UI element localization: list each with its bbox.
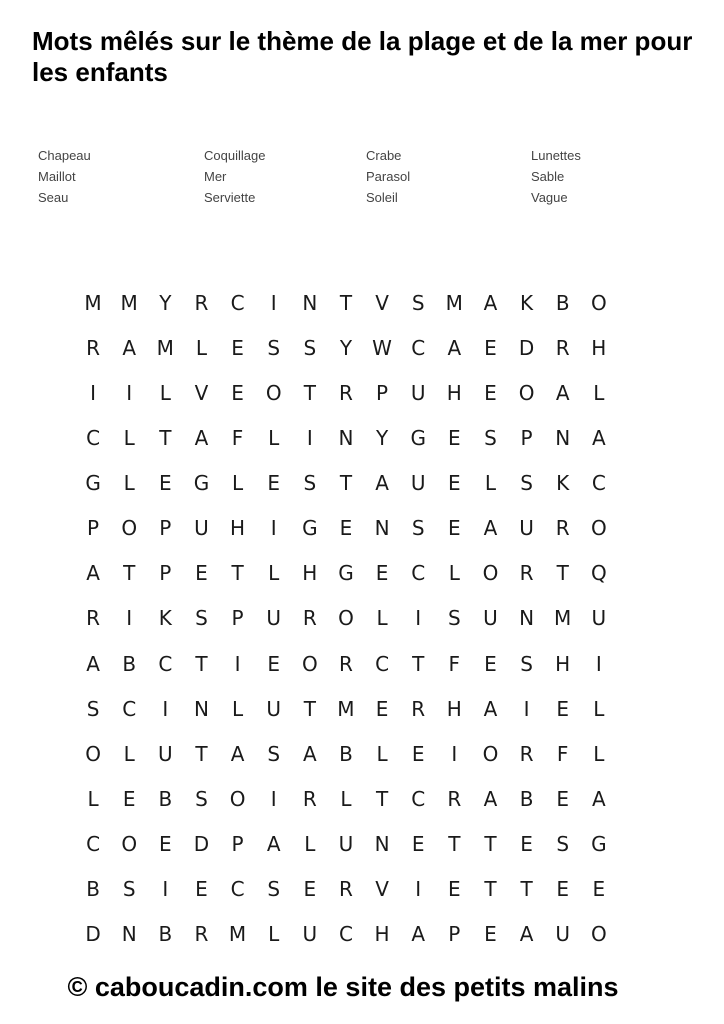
word-list (38, 147, 678, 206)
grid-letter: E (339, 516, 353, 541)
grid-letter: C (158, 651, 173, 676)
grid-letter: E (411, 741, 425, 766)
grid-letter: G (591, 832, 607, 857)
grid-letter: P (520, 425, 533, 450)
grid-letter: T (484, 877, 497, 902)
grid-letter: O (301, 651, 318, 676)
grid-letter: T (231, 561, 244, 586)
grid-letter: A (302, 741, 317, 766)
grid-letter: V (375, 290, 389, 315)
grid-letter: A (411, 922, 426, 947)
grid-letter: P (159, 516, 172, 541)
grid-letter: R (519, 561, 534, 586)
grid-letter: O (590, 516, 607, 541)
grid-letter: I (126, 380, 133, 405)
grid-letter: S (411, 516, 425, 541)
grid-letter: O (338, 606, 354, 631)
grid-letter: E (447, 877, 461, 902)
grid-letter: B (555, 290, 570, 315)
word-list-item: Crabe (366, 148, 402, 163)
grid-letter: E (375, 696, 389, 721)
grid-letter: L (123, 425, 135, 450)
grid-letter: O (482, 741, 499, 766)
grid-letter: E (195, 561, 208, 586)
grid-letter: G (338, 561, 354, 586)
footer-credit: © caboucadin.com le site des petits malins (67, 972, 619, 1002)
grid-letter: T (303, 696, 316, 721)
grid-letter: E (195, 877, 208, 902)
grid-letter: A (591, 786, 606, 811)
grid-letter: H (446, 696, 462, 721)
grid-letter: O (590, 922, 607, 947)
word-list-item: Lunettes (531, 148, 581, 163)
grid-letter: L (304, 832, 316, 857)
grid-letter: E (231, 335, 244, 360)
grid-letter: U (266, 696, 281, 721)
grid-letter: P (159, 561, 172, 586)
word-list-item: Vague (531, 190, 568, 205)
grid-letter: O (518, 380, 535, 405)
grid-letter: H (591, 335, 607, 360)
grid-letter: R (555, 516, 570, 541)
grid-letter: T (339, 290, 353, 315)
grid-letter: E (267, 651, 280, 676)
grid-letter: D (518, 335, 535, 360)
grid-letter: E (520, 832, 533, 857)
grid-letter: L (231, 471, 244, 496)
grid-letter: N (374, 516, 390, 541)
word-list-item: Coquillage (204, 148, 266, 163)
grid-letter: K (556, 471, 570, 496)
grid-letter: M (337, 696, 355, 721)
grid-letter: V (194, 380, 209, 405)
grid-letter: L (593, 741, 605, 766)
grid-letter: O (121, 832, 138, 857)
grid-letter: P (87, 516, 100, 541)
grid-letter: I (162, 696, 169, 721)
grid-letter: L (231, 696, 244, 721)
grid-letter: L (376, 606, 388, 631)
word-list-item: Mer (204, 169, 227, 184)
grid-letter: B (519, 786, 534, 811)
grid-letter: D (193, 832, 210, 857)
grid-letter: L (593, 696, 605, 721)
grid-letter: C (122, 696, 137, 721)
grid-letter: L (123, 741, 135, 766)
grid-letter: M (445, 290, 463, 315)
grid-letter: C (411, 786, 426, 811)
grid-letter: O (85, 741, 101, 766)
grid-letter: L (159, 380, 171, 405)
grid-letter: S (122, 877, 136, 902)
grid-letter: A (555, 380, 570, 405)
grid-letter: A (591, 425, 606, 450)
grid-letter: I (90, 380, 97, 405)
grid-letter: U (157, 741, 173, 766)
grid-letter: S (520, 471, 533, 496)
grid-letter: M (554, 606, 572, 631)
grid-letter: E (484, 335, 497, 360)
grid-letter: R (555, 335, 570, 360)
grid-letter: B (86, 877, 100, 902)
grid-letter: N (555, 425, 571, 450)
grid-letter: B (158, 922, 173, 947)
grid-letter: U (194, 516, 209, 541)
grid-letter: H (302, 561, 318, 586)
grid-letter: S (267, 877, 281, 902)
grid-letter: F (448, 651, 461, 676)
grid-letter: I (270, 290, 277, 315)
grid-letter: S (520, 651, 533, 676)
grid-letter: E (484, 380, 497, 405)
grid-letter: E (447, 516, 461, 541)
grid-letter: R (194, 922, 209, 947)
grid-letter: L (340, 786, 352, 811)
grid-letter: L (593, 380, 605, 405)
grid-letter: F (556, 741, 569, 766)
grid-letter: Q (590, 561, 607, 586)
grid-letter: C (375, 651, 390, 676)
grid-letter: B (158, 786, 173, 811)
grid-letter: I (306, 425, 313, 450)
grid-letter: C (338, 922, 353, 947)
word-list-item: Soleil (366, 190, 398, 205)
grid-letter: L (87, 786, 99, 811)
grid-letter: A (86, 651, 100, 676)
grid-letter: C (591, 471, 606, 496)
grid-letter: M (84, 290, 102, 315)
grid-letter: R (338, 877, 353, 902)
grid-letter: C (86, 425, 101, 450)
grid-letter: O (590, 290, 607, 315)
word-list-item: Sable (531, 169, 565, 184)
grid-letter: T (412, 651, 425, 676)
grid-letter: U (410, 380, 426, 405)
grid-letter: C (230, 877, 245, 902)
grid-letter: E (592, 877, 606, 902)
grid-letter: A (194, 425, 209, 450)
grid-letter: E (484, 922, 497, 947)
grid-letter: N (302, 290, 318, 315)
grid-letter: T (159, 425, 172, 450)
grid-letter: M (120, 290, 138, 315)
grid-letter: L (268, 561, 280, 586)
grid-letter: A (122, 335, 137, 360)
grid-letter: T (303, 380, 316, 405)
grid-letter: E (556, 786, 569, 811)
grid-letter: R (86, 335, 101, 360)
grid-letter: T (195, 741, 208, 766)
grid-letter: T (448, 832, 461, 857)
grid-letter: E (303, 877, 317, 902)
grid-letter: N (519, 606, 535, 631)
grid-letter: R (86, 606, 101, 631)
grid-letter: O (121, 516, 138, 541)
grid-letter: U (555, 922, 570, 947)
grid-letter: S (556, 832, 570, 857)
grid-letter: B (122, 651, 137, 676)
grid-letter: R (302, 606, 317, 631)
grid-letter: S (195, 606, 208, 631)
grid-letter: G (410, 425, 426, 450)
grid-letter: N (374, 832, 390, 857)
grid-letter: S (86, 696, 100, 721)
word-list-item: Seau (38, 190, 69, 205)
grid-letter: N (193, 696, 209, 721)
grid-letter: T (195, 651, 208, 676)
grid-letter: P (376, 380, 389, 405)
grid-letter: S (267, 335, 281, 360)
grid-letter: A (375, 471, 389, 496)
grid-letter: S (267, 741, 281, 766)
grid-letter: S (484, 425, 497, 450)
grid-letter: Y (339, 335, 353, 360)
grid-letter: H (555, 651, 571, 676)
grid-letter: E (411, 832, 425, 857)
grid-letter: R (194, 290, 209, 315)
grid-letter: E (484, 651, 497, 676)
grid-letter: E (158, 832, 172, 857)
page-title: Mots mêlés sur le thème de la plage et de la mer pour les enfants (32, 26, 693, 87)
grid-letter: T (339, 471, 353, 496)
grid-letter: I (162, 877, 169, 902)
grid-letter: U (591, 606, 607, 631)
grid-letter: I (415, 606, 422, 631)
grid-letter: E (447, 425, 461, 450)
grid-letter: H (374, 922, 390, 947)
grid-letter: M (228, 922, 247, 947)
grid-letter: I (523, 696, 530, 721)
grid-letter: A (86, 561, 100, 586)
grid-letter: B (339, 741, 353, 766)
word-list-item: Chapeau (38, 148, 91, 163)
grid-letter: R (302, 786, 317, 811)
grid-letter: T (375, 786, 389, 811)
grid-letter: I (451, 741, 458, 766)
grid-letter: A (266, 832, 281, 857)
grid-letter: S (411, 290, 425, 315)
grid-letter: F (231, 425, 244, 450)
grid-letter: L (268, 922, 280, 947)
grid-letter: T (520, 877, 533, 902)
grid-letter: H (230, 516, 246, 541)
grid-letter: Y (375, 425, 389, 450)
grid-letter: C (411, 335, 426, 360)
grid-letter: C (230, 290, 245, 315)
grid-letter: W (372, 335, 392, 360)
grid-letter: A (483, 290, 498, 315)
grid-letter: O (265, 380, 282, 405)
grid-letter: A (519, 922, 534, 947)
grid-letter: T (484, 832, 497, 857)
grid-letter: E (231, 380, 244, 405)
grid-letter: I (270, 786, 277, 811)
grid-letter: I (270, 516, 277, 541)
grid-letter: G (193, 471, 210, 496)
grid-letter: M (156, 335, 174, 360)
grid-letter: R (338, 651, 353, 676)
grid-letter: D (85, 922, 101, 947)
grid-letter: S (447, 606, 461, 631)
grid-letter: N (338, 425, 354, 450)
grid-letter: I (234, 651, 241, 676)
grid-letter: E (447, 471, 461, 496)
grid-letter: R (519, 741, 534, 766)
grid-letter: C (86, 832, 101, 857)
grid-letter: S (195, 786, 208, 811)
grid-letter: R (338, 380, 353, 405)
grid-letter: H (446, 380, 462, 405)
word-list-item: Parasol (366, 169, 411, 184)
word-list-item: Serviette (204, 190, 256, 205)
grid-letter: I (126, 606, 133, 631)
grid-letter: T (556, 561, 569, 586)
grid-letter: P (231, 606, 244, 631)
grid-letter: L (268, 425, 280, 450)
grid-letter: P (448, 922, 461, 947)
grid-letter: Y (159, 290, 172, 315)
grid-letter: C (411, 561, 426, 586)
grid-letter: S (303, 335, 317, 360)
grid-letter: E (267, 471, 280, 496)
grid-letter: U (519, 516, 534, 541)
grid-letter: E (375, 561, 389, 586)
grid-letter: L (448, 561, 460, 586)
grid-letter: S (303, 471, 317, 496)
grid-letter: A (483, 786, 498, 811)
letter-grid (75, 280, 617, 957)
grid-letter: U (266, 606, 281, 631)
grid-letter: L (376, 741, 388, 766)
grid-letter: L (123, 471, 135, 496)
grid-letter: L (484, 471, 497, 496)
word-list-item: Maillot (38, 169, 76, 184)
grid-letter: N (121, 922, 137, 947)
grid-letter: O (482, 561, 499, 586)
grid-letter: R (411, 696, 426, 721)
grid-letter: I (415, 877, 422, 902)
grid-letter: U (302, 922, 318, 947)
grid-letter: V (375, 877, 389, 902)
grid-letter: U (483, 606, 498, 631)
grid-letter: E (556, 696, 569, 721)
grid-letter: A (483, 516, 498, 541)
grid-letter: G (85, 471, 101, 496)
grid-letter: E (122, 786, 136, 811)
grid-letter: K (158, 606, 172, 631)
grid-letter: P (231, 832, 244, 857)
grid-letter: K (520, 290, 534, 315)
grid-letter: E (556, 877, 569, 902)
grid-letter: O (229, 786, 246, 811)
grid-letter: U (410, 471, 426, 496)
grid-letter: L (195, 335, 208, 360)
grid-letter: A (447, 335, 462, 360)
grid-letter: A (230, 741, 245, 766)
grid-letter: E (158, 471, 172, 496)
grid-letter: A (483, 696, 498, 721)
grid-letter: G (302, 516, 318, 541)
grid-letter: U (338, 832, 354, 857)
grid-letter: R (447, 786, 462, 811)
grid-letter: I (595, 651, 602, 676)
grid-letter: T (123, 561, 136, 586)
